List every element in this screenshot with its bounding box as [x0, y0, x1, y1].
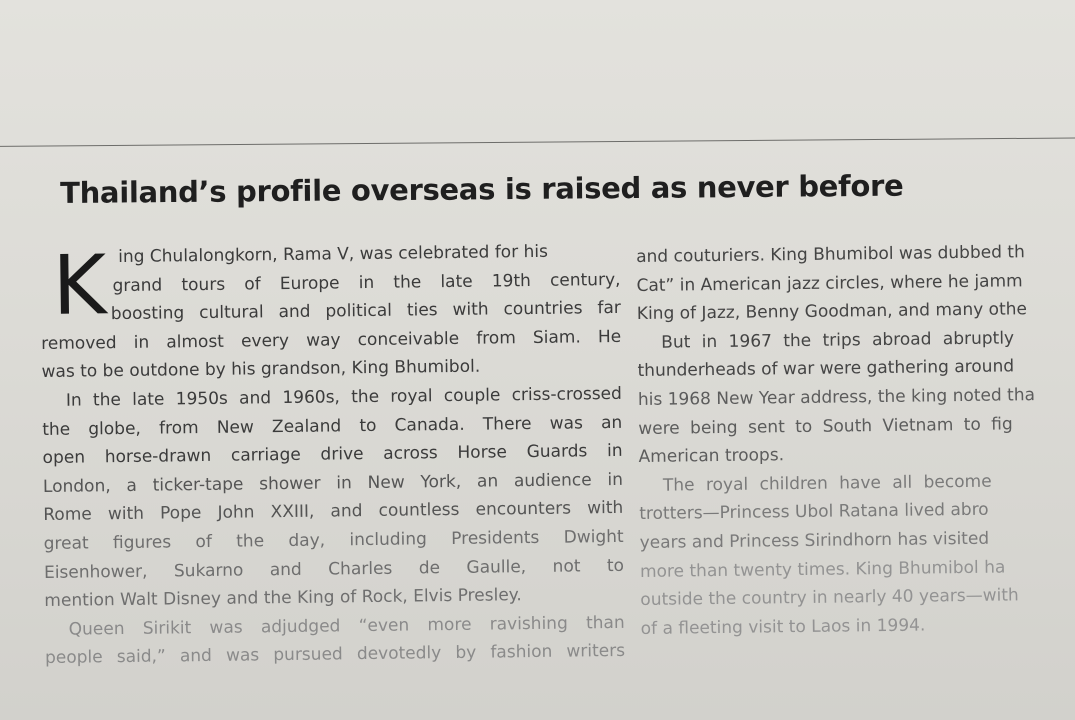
text-line: ing Chulalongkorn, Rama V, was celebrated for his: [118, 241, 549, 268]
section-rule: [0, 137, 1075, 147]
text-line: In the late 1950s and 1960s, the royal couple criss-crossed: [65, 383, 622, 411]
text-line: thunderheads of war were gathering around: [637, 356, 1015, 382]
drop-cap-paragraph: [40, 237, 621, 334]
text-line: years and Princess Sirindhorn has visited: [639, 528, 990, 553]
text-line: outside the country in nearly 40 years—with: [640, 585, 1019, 611]
text-line: people said,” and was pursued devotedly by fashion writers: [44, 641, 626, 669]
text-line: The royal children have all become: [662, 471, 992, 496]
text-line: of a fleeting visit to Laos in 1994.: [640, 615, 926, 639]
text-line: Eisenhower, Sukarno and Charles de Gaulle, not to: [43, 555, 625, 583]
text-line: Rome with Pope John XXIII, and countless encounters with: [43, 498, 624, 526]
text-line: mention Walt Disney and the King of Rock, Elvis Presley.: [44, 585, 522, 612]
text-line: American troops.: [638, 445, 785, 468]
right-column: [636, 237, 1075, 643]
text-line: the globe, from New Zealand to Canada. There was an: [42, 412, 623, 440]
drop-cap: K: [51, 238, 107, 334]
text-line: grand tours of Europe in the late 19th century,: [112, 269, 621, 296]
text-line: his 1968 New Year address, the king noted tha: [637, 385, 1036, 410]
text-line: was to be outdone by his grandson, King Bhumibol.: [41, 357, 481, 383]
text-line: and couturiers. King Bhumibol was dubbed th: [636, 242, 1025, 267]
text-line: removed in almost every way conceivable from Siam. He: [41, 326, 622, 354]
text-line: London, a ticker-tape shower in New York, an audience in: [42, 469, 624, 497]
text-line: more than twenty times. King Bhumibol ha: [639, 557, 1006, 582]
text-line: King of Jazz, Benny Goodman, and many othe: [636, 299, 1028, 325]
text-line: great figures of the day, including Presidents Dwight: [43, 526, 624, 554]
left-column: [40, 237, 625, 673]
text-line: boosting cultural and political ties with countries far: [110, 298, 621, 325]
text-line: Cat” in American jazz circles, where he jamm: [636, 270, 1023, 296]
text-line: trotters—Princess Ubol Ratana lived abro: [639, 500, 989, 525]
text-line: Queen Sirikit was adjudged “even more ravishing than: [68, 612, 625, 640]
headline: Thailand’s profile overseas is raised as never before: [60, 168, 904, 210]
text-line: were being sent to South Vietnam to fig: [638, 413, 1013, 439]
text-line: open horse-drawn carriage drive across Horse Guards in: [42, 441, 623, 469]
text-line: But in 1967 the trips abroad abruptly: [661, 328, 1015, 353]
